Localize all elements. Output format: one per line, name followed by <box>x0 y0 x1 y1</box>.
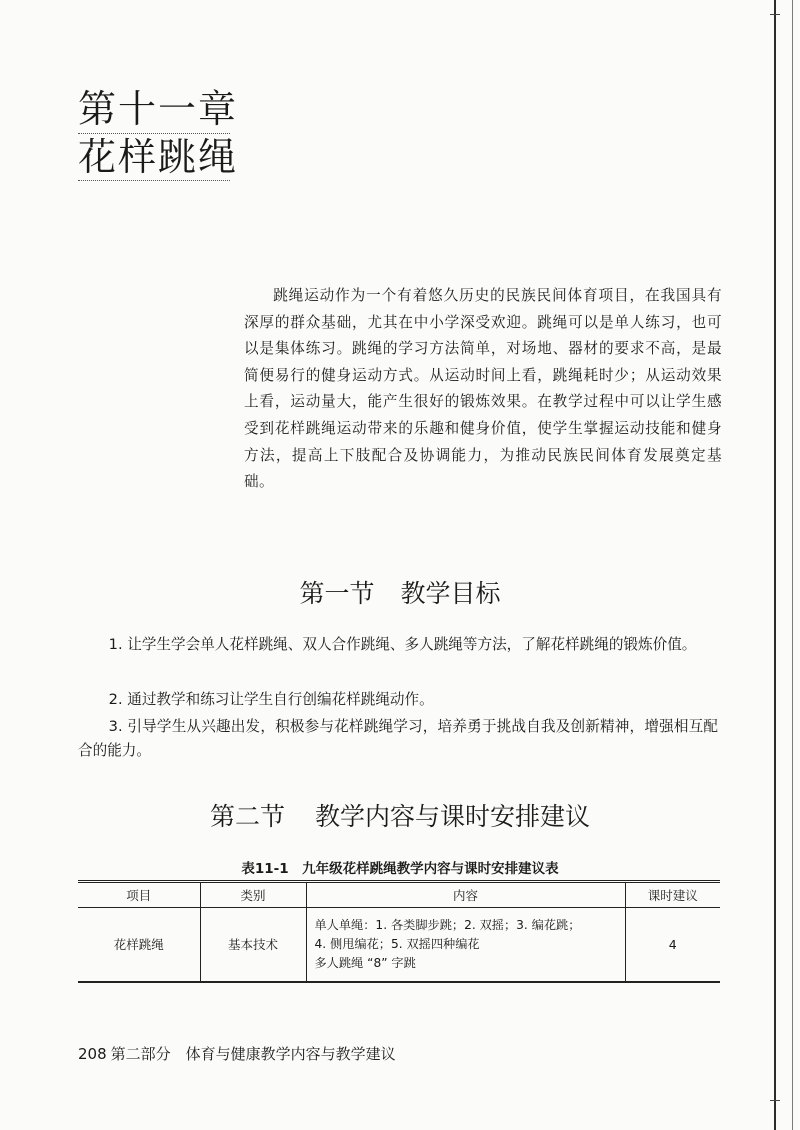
content-line: 多人跳绳 “8” 字跳 <box>314 955 416 970</box>
section-heading-2 <box>0 797 800 833</box>
chapter-intro: 跳绳运动作为一个有着悠久历史的民族民间体育项目，在我国具有深厚的群众基础，尤其在中小学深受欢迎。跳绳可以是单人练习，也可以是集体练习。跳绳的学习方法简单，对场地、器材的要求不高，是最简便易行的健身运动方式。从运动时间上看，跳绳耗时少；从运动效果上看，运动量大，能产生很好的锻炼效果。在教学过程中可以让学生感受到花样跳绳运动带来的乐趣和健身价值，使学生掌握运动技能和健身方法，提高上下肢配合及协调能力，为推动民族民间体育发展奠定基础。 <box>244 287 722 491</box>
header-cell: 项目 <box>78 882 200 908</box>
page-number: 208 <box>78 1045 107 1063</box>
chapter-number: 第十一章 <box>78 87 239 131</box>
content-line: 单人单绳：1. 各类脚步跳；2. 双摇；3. 编花跳； <box>314 917 581 932</box>
cell-hours: 4 <box>625 908 720 982</box>
header-cell: 类别 <box>200 882 306 908</box>
chapter-rule <box>78 180 230 181</box>
cell-content <box>306 908 625 982</box>
edge-mark <box>770 14 780 15</box>
chapter-title: 花样跳绳 <box>78 135 239 179</box>
goal-item: 3. 引导学生从兴趣出发，积极参与花样跳绳学习，培养勇于挑战自我及创新精神，增强相互配合的能力。 <box>78 718 718 759</box>
section-title: 教学内容与课时安排建议 <box>315 802 591 831</box>
binding-edge <box>774 0 776 1130</box>
cell-category: 基本技术 <box>200 908 306 982</box>
page-footer <box>78 1043 396 1064</box>
binding-edge-outer <box>792 0 793 1130</box>
content-line: 4. 侧甩编花；5. 双摇四种编花 <box>314 936 480 951</box>
section-number: 第一节 <box>299 579 375 608</box>
schedule-table <box>78 880 720 983</box>
table-header-row <box>78 882 720 908</box>
header-cell: 课时建议 <box>625 882 720 908</box>
goal-item: 2. 通过教学和练习让学生自行创编花样跳绳动作。 <box>108 691 434 708</box>
cell-item: 花样跳绳 <box>78 908 200 982</box>
table-row <box>78 908 720 982</box>
goal-item: 1. 让学生学会单人花样跳绳、双人合作跳绳、多人跳绳等方法，了解花样跳绳的锻炼价值。 <box>108 636 697 653</box>
section-title: 教学目标 <box>400 579 501 608</box>
section-heading-1 <box>0 574 800 610</box>
section-number: 第二节 <box>209 802 285 831</box>
header-cell: 内容 <box>306 882 625 908</box>
running-footer: 第二部分 体育与健康教学内容与教学建议 <box>110 1045 396 1063</box>
table-caption: 表11-1 九年级花样跳绳教学内容与课时安排建议表 <box>241 861 559 877</box>
edge-mark <box>770 1100 780 1101</box>
